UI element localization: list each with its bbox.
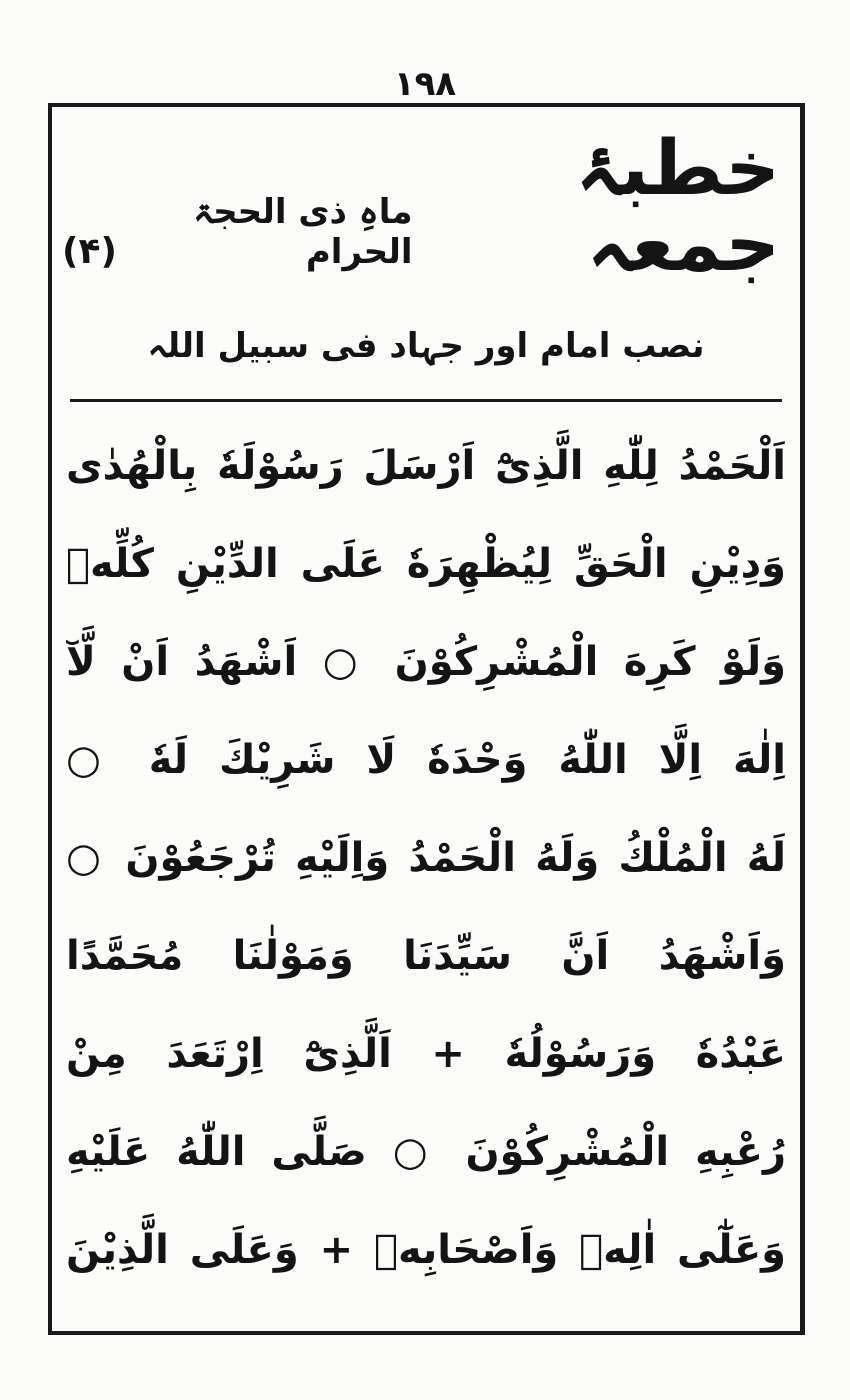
text-line: وَدِیْنِ الْحَقِّ لِیُظْهِرَهٗ عَلَی الدِّیْنِ کُلِّهٖ (66, 541, 786, 587)
title-row (62, 123, 780, 288)
page-number: ۱۹۸ (393, 64, 457, 104)
sermon-text (66, 417, 786, 1299)
text-line: وَاَشْهَدُ اَنَّ سَیِّدَنَا وَمَوْلٰنَا مُحَمَّدًا (66, 933, 786, 979)
month-label: ماہِ ذی الحجۃ الحرام (193, 192, 413, 272)
text-line: رُعْبِهِ الْمُشْرِکُوْنَ ○ صَلَّی اللّٰهُ عَلَیْهِ (66, 1129, 786, 1175)
text-line: عَبْدُهٗ وَرَسُوْلُهٗ + اَلَّذِیْٓ اِرْتَعَدَ مِنْ (66, 1031, 786, 1077)
subtitle: نصب امام اور جہاد فی سبیل اللہ (147, 326, 705, 366)
text-line: وَعَلٰٓی اٰلِهٖ وَاَصْحَابِهٖ + وَعَلَی الَّذِیْنَ (66, 1227, 786, 1273)
text-line: وَلَوْ کَرِهَ الْمُشْرِکُوْنَ ○ اَشْهَدُ اَنْ لَّآ (66, 639, 786, 685)
text-line: لَهُ الْمُلْكُ وَلَهُ الْحَمْدُ وَاِلَیْهِ تُرْجَعُوْنَ ○ (66, 835, 786, 881)
page-frame (48, 103, 805, 1335)
divider (70, 399, 782, 402)
sermon-number: (۴) (62, 231, 117, 272)
page-title: خطبۂ جمعہ (575, 123, 780, 288)
text-line: اِلٰهَ اِلَّا اللّٰهُ وَحْدَهٗ لَا شَرِیْكَ لَهٗ ○ (66, 737, 786, 783)
text-line: اَلْحَمْدُ لِلّٰهِ الَّذِیْٓ اَرْسَلَ رَسُوْلَهٗ بِالْهُدٰی (66, 443, 786, 489)
